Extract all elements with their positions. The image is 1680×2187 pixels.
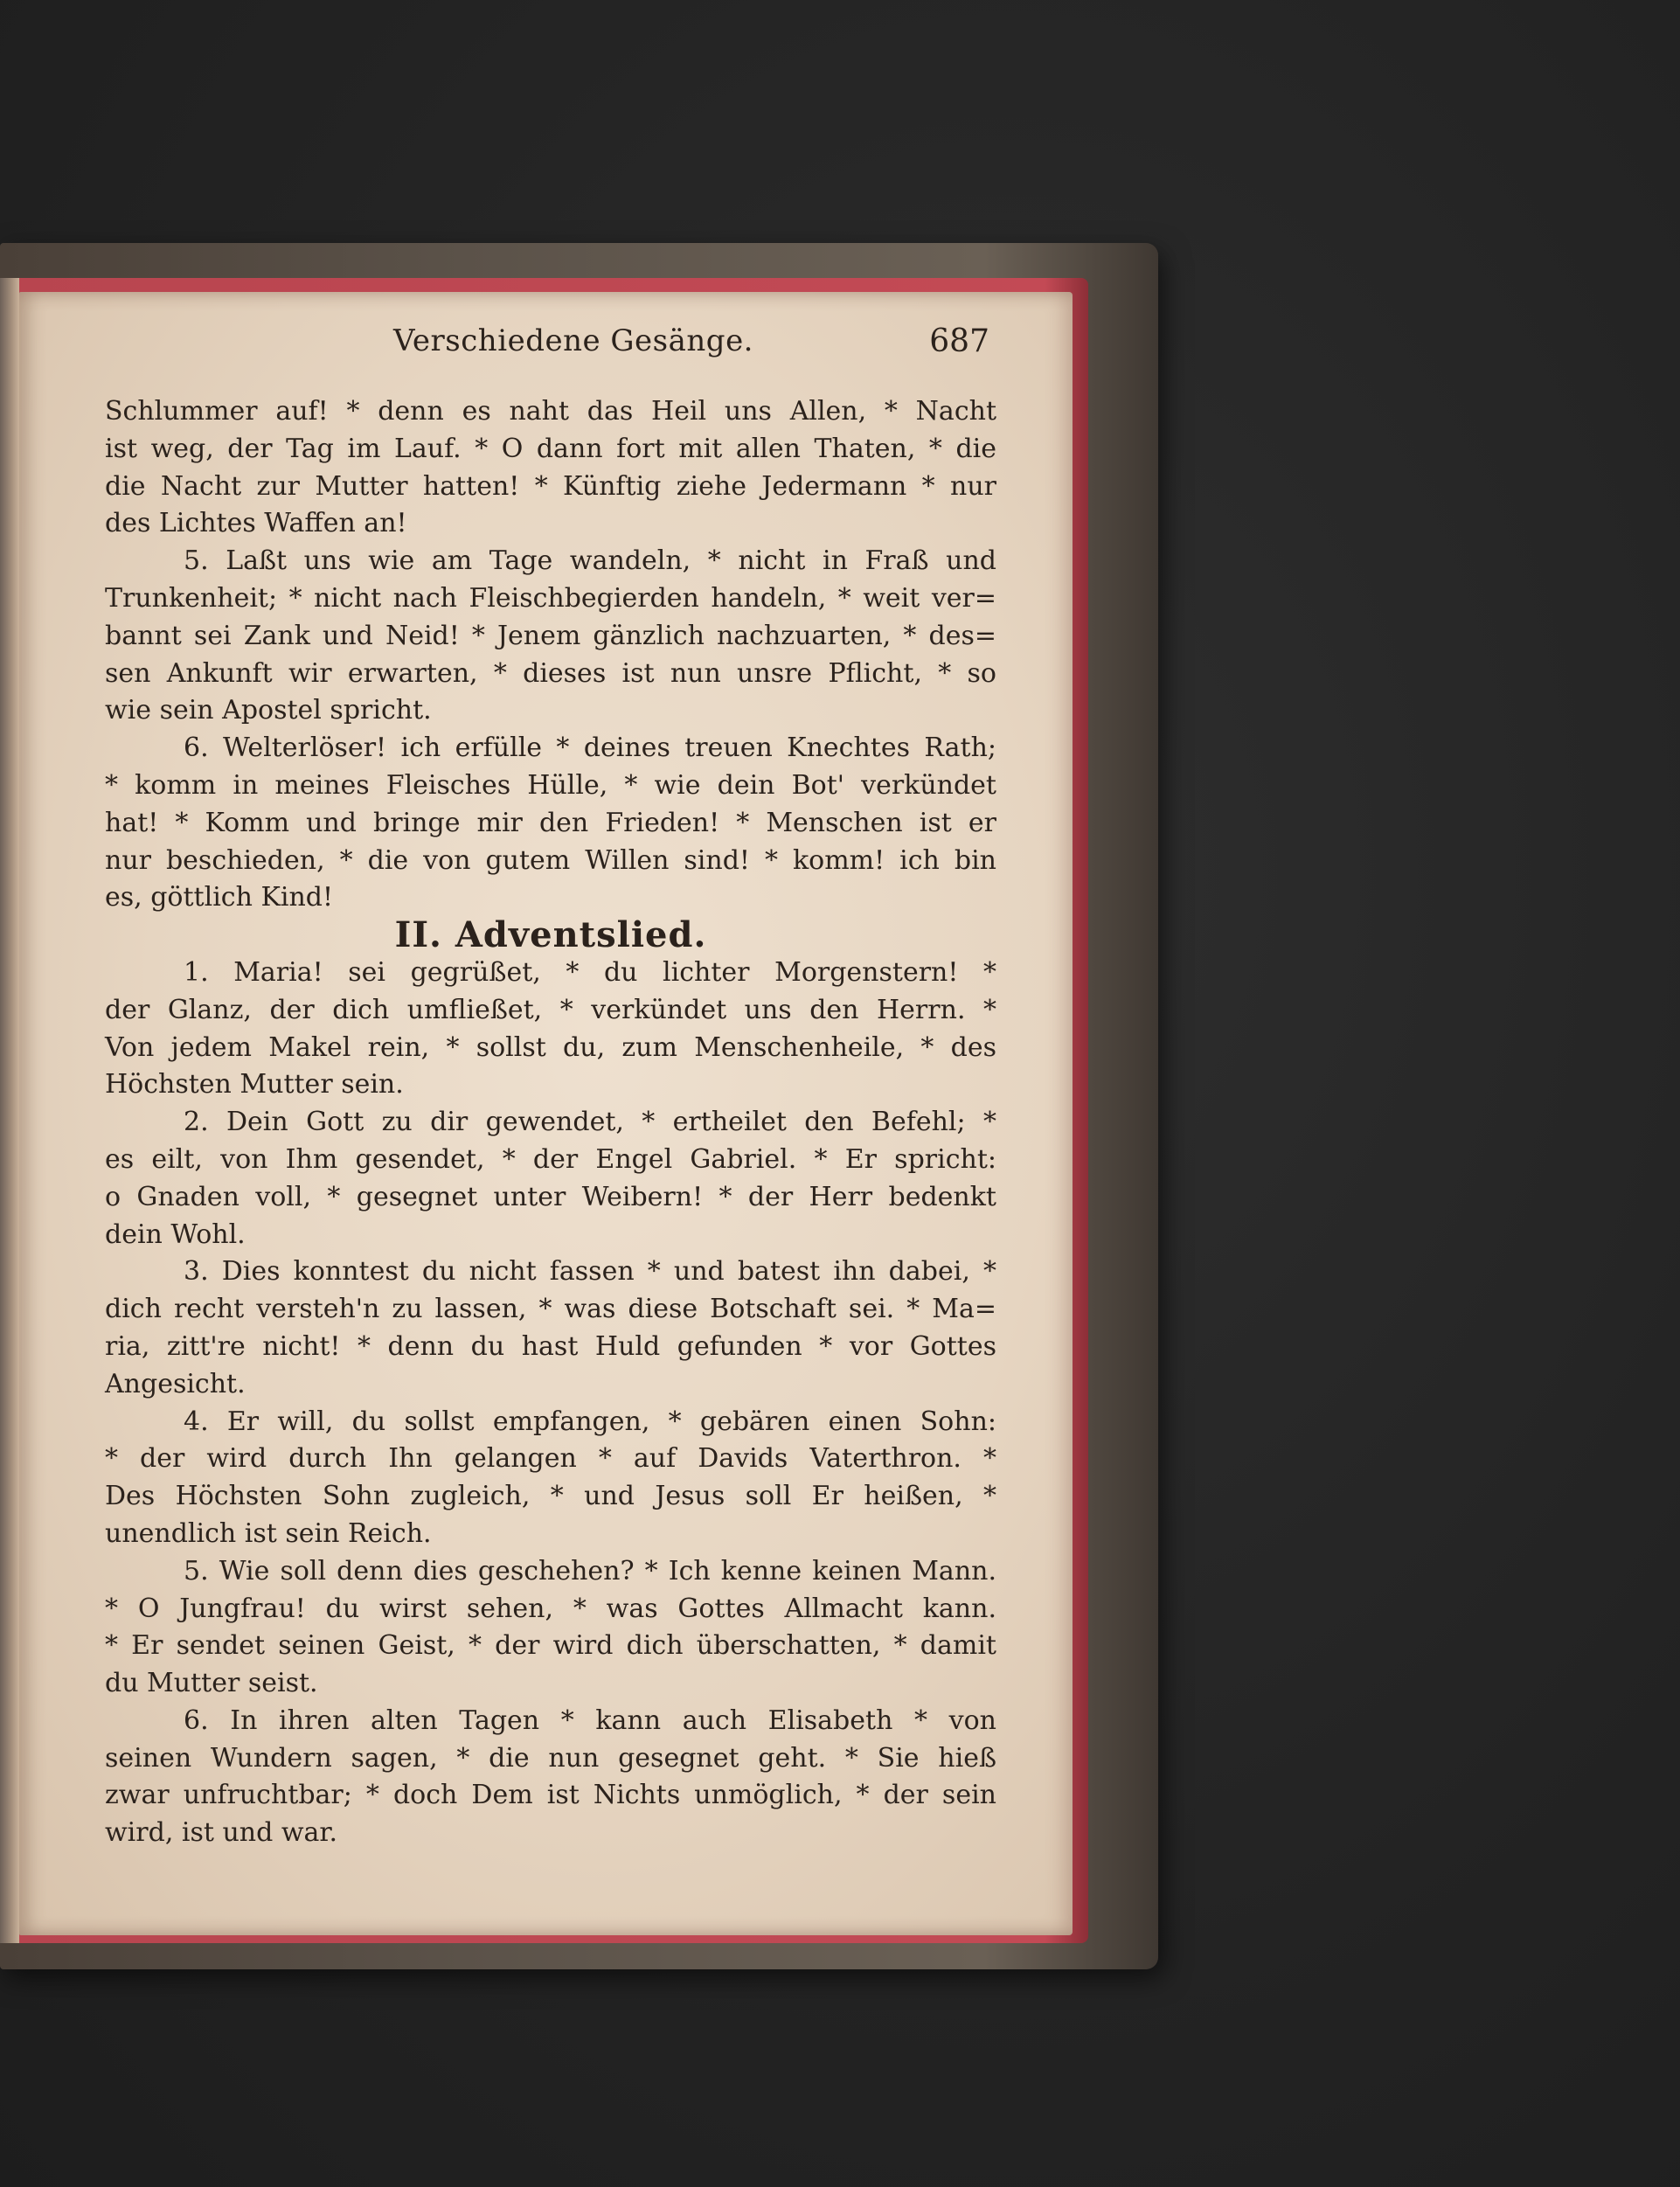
text-line: * Er sendet seinen Geist, * der wird dich überschatten, * damit — [105, 1630, 996, 1662]
text-line: Schlummer auf! * denn es naht das Heil uns Allen, * Nacht — [105, 396, 996, 427]
text-line: dich recht versteh'n zu lassen, * was diese Botschaft sei. * Ma= — [105, 1294, 996, 1325]
text-line: Angesicht. — [105, 1368, 246, 1399]
text-line: Höchsten Mutter sein. — [105, 1069, 404, 1100]
text-line: bannt sei Zank und Neid! * Jenem gänzlich nachzuarten, * des= — [105, 620, 996, 651]
text-line: des Lichtes Waffen an! — [105, 508, 407, 539]
text-line: der Glanz, der dich umfließet, * verkündet uns den Herrn. * — [105, 994, 996, 1025]
text-line: * O Jungfrau! du wirst sehen, * was Gottes Allmacht kann. — [105, 1593, 996, 1624]
text-line: es, göttlich Kind! — [105, 882, 334, 913]
text-line: wie sein Apostel spricht. — [105, 695, 432, 726]
text-line: du Mutter seist. — [105, 1668, 318, 1699]
text-line: 2. Dein Gott zu dir gewendet, * ertheilet den Befehl; * — [184, 1107, 996, 1138]
text-line: nur beschieden, * die von gutem Willen sind! * komm! ich bin — [105, 844, 996, 876]
running-title: Verschiedene Gesänge. — [393, 323, 753, 358]
text-line: dein Wohl. — [105, 1218, 246, 1250]
text-line: 5. Wie soll denn dies geschehen? * Ich kenne keinen Mann. — [184, 1555, 996, 1586]
spine-fold — [0, 278, 19, 1943]
body-text — [105, 393, 996, 1852]
text-line: Trunkenheit; * nicht nach Fleischbegierden handeln, * weit ver= — [105, 582, 996, 614]
text-line: 6. In ihren alten Tagen * kann auch Elisabeth * von — [184, 1704, 996, 1736]
text-line: 1. Maria! sei gegrüßet, * du lichter Morgenstern! * — [184, 956, 996, 988]
text-line: es eilt, von Ihm gesendet, * der Engel Gabriel. * Er spricht: — [105, 1143, 996, 1175]
text-line: 6. Welterlöser! ich erfülle * deines treuen Knechtes Rath; — [184, 732, 996, 764]
text-line: die Nacht zur Mutter hatten! * Künftig ziehe Jedermann * nur — [105, 470, 996, 502]
text-line: Des Höchsten Sohn zugleich, * und Jesus soll Er heißen, * — [105, 1481, 996, 1512]
text-line: * der wird durch Ihn gelangen * auf Davids Vaterthron. * — [105, 1443, 996, 1475]
text-line: unendlich ist sein Reich. — [105, 1517, 432, 1549]
text-line: 5. Laßt uns wie am Tage wandeln, * nicht in Fraß und — [184, 545, 996, 577]
text-line: ria, zitt're nicht! * denn du hast Huld gefunden * vor Gottes — [105, 1330, 996, 1362]
text-line: sen Ankunft wir erwarten, * dieses ist nun unsre Pflicht, * so — [105, 657, 996, 689]
text-line: 4. Er will, du sollst empfangen, * gebären einen Sohn: — [184, 1406, 996, 1437]
text-line: o Gnaden voll, * gesegnet unter Weibern! * der Herr bedenkt — [105, 1181, 996, 1212]
section-heading: II. Adventslied. — [394, 914, 707, 956]
text-line: 3. Dies konntest du nicht fassen * und batest ihn dabei, * — [184, 1256, 996, 1288]
text-line: wird, ist und war. — [105, 1817, 338, 1849]
page-number: 687 — [929, 323, 989, 359]
running-head — [105, 323, 996, 365]
text-line: Von jedem Makel rein, * sollst du, zum Menschenheile, * des — [105, 1031, 996, 1063]
text-line: * komm in meines Fleisches Hülle, * wie dein Bot' verkündet — [105, 769, 996, 801]
text-line: ist weg, der Tag im Lauf. * O dann fort mit allen Thaten, * die — [105, 433, 996, 464]
text-line: seinen Wundern sagen, * die nun gesegnet geht. * Sie hieß — [105, 1742, 996, 1774]
text-line: zwar unfruchtbar; * doch Dem ist Nichts unmöglich, * der sein — [105, 1780, 996, 1811]
text-line: hat! * Komm und bringe mir den Frieden! * Menschen ist er — [105, 807, 996, 838]
